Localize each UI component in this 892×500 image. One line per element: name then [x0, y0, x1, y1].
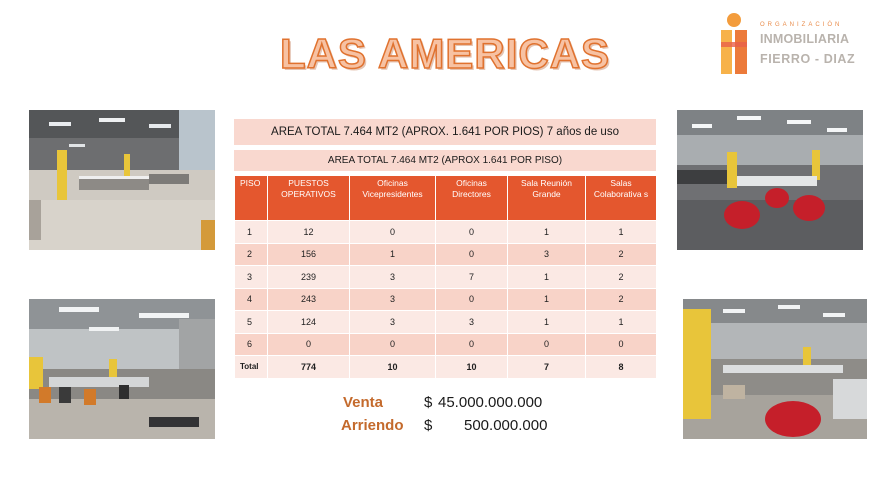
page-title: LAS AMERICAS: [279, 30, 611, 77]
cell-salas-colaborativas: 1: [586, 221, 657, 244]
cell-piso: 2: [235, 243, 268, 266]
table-row: [235, 333, 657, 356]
venta-value: 45.000.000.000: [438, 394, 543, 411]
cell-vicepresidentes: 3: [350, 311, 436, 334]
table-row: [235, 221, 657, 244]
cell-puestos: 156: [268, 243, 350, 266]
column-header-puestos: PUESTOS OPERATIVOS: [268, 176, 350, 221]
venta-currency: $: [424, 394, 433, 411]
cell-directores: 7: [436, 266, 508, 289]
column-header-vicepresidentes: Oficinas Vicepresidentes: [350, 176, 436, 221]
cell-total-sala-reunion: 7: [508, 356, 586, 379]
cell-directores: 0: [436, 333, 508, 356]
cell-directores: 0: [436, 288, 508, 311]
cell-sala-reunion: 1: [508, 221, 586, 244]
table-row: [235, 266, 657, 289]
cell-piso: 1: [235, 221, 268, 244]
company-logo: [716, 10, 866, 78]
area-header-primary: AREA TOTAL 7.464 MT2 (APROX. 1.641 POR PIOS) 7 años de uso: [234, 119, 656, 145]
arriendo-label: Arriendo: [341, 417, 404, 434]
cell-directores: 0: [436, 243, 508, 266]
table-row: [235, 311, 657, 334]
cell-salas-colaborativas: 2: [586, 266, 657, 289]
cell-puestos: 12: [268, 221, 350, 244]
cell-directores: 3: [436, 311, 508, 334]
column-header-sala-reunion: Sala Reunión Grande: [508, 176, 586, 221]
arriendo-value: 500.000.000: [464, 417, 548, 434]
arriendo-currency: $: [424, 417, 433, 434]
cell-vicepresidentes: 3: [350, 266, 436, 289]
cell-total-salas-colaborativas: 8: [586, 356, 657, 379]
office-photo-top-right: [677, 110, 863, 250]
cell-sala-reunion: 1: [508, 266, 586, 289]
column-header-piso: PISO: [235, 176, 268, 221]
cell-sala-reunion: 1: [508, 288, 586, 311]
logo-org-text: ORGANIZACIÓN: [760, 22, 843, 28]
column-header-salas-colaborativas: Salas Colaborativa s: [586, 176, 657, 221]
cell-puestos: 239: [268, 266, 350, 289]
cell-salas-colaborativas: 1: [586, 311, 657, 334]
logo-line2: FIERRO - DIAZ: [760, 52, 856, 66]
logo-line1: INMOBILIARIA: [760, 32, 850, 46]
cell-directores: 0: [436, 221, 508, 244]
cell-sala-reunion: 1: [508, 311, 586, 334]
column-header-directores: Oficinas Directores: [436, 176, 508, 221]
cell-total-directores: 10: [436, 356, 508, 379]
cell-vicepresidentes: 1: [350, 243, 436, 266]
table-row: [235, 288, 657, 311]
cell-piso: 3: [235, 266, 268, 289]
office-photo-top-left: [29, 110, 215, 250]
area-header-secondary: AREA TOTAL 7.464 MT2 (APROX 1.641 POR PISO): [234, 150, 656, 171]
cell-salas-colaborativas: 2: [586, 288, 657, 311]
cell-piso: 5: [235, 311, 268, 334]
cell-total-puestos: 774: [268, 356, 350, 379]
cell-total-vicepresidentes: 10: [350, 356, 436, 379]
cell-total-label: Total: [235, 356, 268, 379]
cell-salas-colaborativas: 0: [586, 333, 657, 356]
office-photo-bottom-right: [683, 299, 867, 439]
office-photo-bottom-left: [29, 299, 215, 439]
venta-label: Venta: [343, 394, 384, 411]
table-row: [235, 243, 657, 266]
table-total-row: [235, 356, 657, 379]
cell-vicepresidentes: 3: [350, 288, 436, 311]
cell-puestos: 243: [268, 288, 350, 311]
cell-piso: 4: [235, 288, 268, 311]
cell-sala-reunion: 0: [508, 333, 586, 356]
cell-piso: 6: [235, 333, 268, 356]
cell-puestos: 124: [268, 311, 350, 334]
logo-mark-icon: [718, 12, 750, 76]
cell-puestos: 0: [268, 333, 350, 356]
cell-vicepresidentes: 0: [350, 221, 436, 244]
cell-sala-reunion: 3: [508, 243, 586, 266]
cell-salas-colaborativas: 2: [586, 243, 657, 266]
table-header-row: [235, 176, 657, 221]
cell-vicepresidentes: 0: [350, 333, 436, 356]
floor-summary-table: [234, 175, 657, 379]
